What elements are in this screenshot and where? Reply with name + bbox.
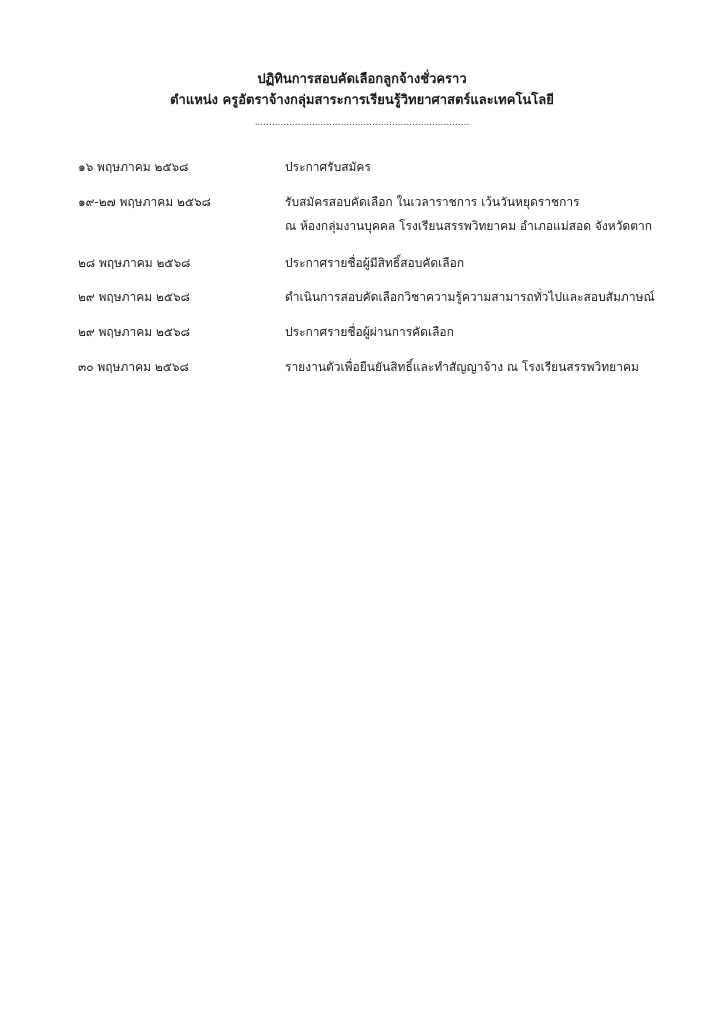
document-subtitle: ตำแหน่ง ครูอัตราจ้างกลุ่มสาระการเรียนรู้วิทยาศาสตร์และเทคโนโลยี [170,93,554,108]
schedule-date: ๒๙ พฤษภาคม ๒๕๖๘ [78,290,190,304]
schedule-description [285,252,464,274]
schedule-description-line: ณ ห้องกลุ่มงานบุคคล โรงเรียนสรรพวิทยาคม อำเภอแม่สอด จังหวัดตาก [285,219,652,233]
schedule-date: ๒๙ พฤษภาคม ๒๕๖๘ [78,325,190,339]
schedule-date: ๑๖ พฤษภาคม ๒๕๖๘ [78,160,189,174]
schedule-description [285,286,655,308]
schedule-date: ๑๙-๒๗ พฤษภาคม ๒๕๖๘ [78,195,211,209]
schedule-description-line: ประกาศรายชื่อผู้ผ่านการคัดเลือก [285,325,454,339]
schedule-description [285,191,652,237]
document-title: ปฏิทินการสอบคัดเลือกลูกจ้างชั่วคราว [257,72,467,87]
schedule-date: ๒๘ พฤษภาคม ๒๕๖๘ [78,256,191,270]
schedule-date: ๓๐ พฤษภาคม ๒๕๖๘ [78,360,189,374]
schedule-description [285,321,454,343]
schedule-description-line: ดำเนินการสอบคัดเลือกวิชาความรู้ความสามารถทั่วไปและสอบสัมภาษณ์ [285,290,655,304]
schedule-description [285,356,639,378]
schedule-description [285,156,371,178]
schedule-description-line: ประกาศรับสมัคร [285,160,371,174]
schedule-description-line: ประกาศรายชื่อผู้มีสิทธิ์สอบคัดเลือก [285,256,465,270]
separator-line: ........................................................................... [254,118,470,128]
schedule-description-line: รับสมัครสอบคัดเลือก ในเวลาราชการ เว้นวันหยุดราชการ [285,195,580,209]
schedule-description-line: รายงานตัวเพื่อยืนยันสิทธิ์และทำสัญญาจ้าง ณ โรงเรียนสรรพวิทยาคม [285,360,639,374]
